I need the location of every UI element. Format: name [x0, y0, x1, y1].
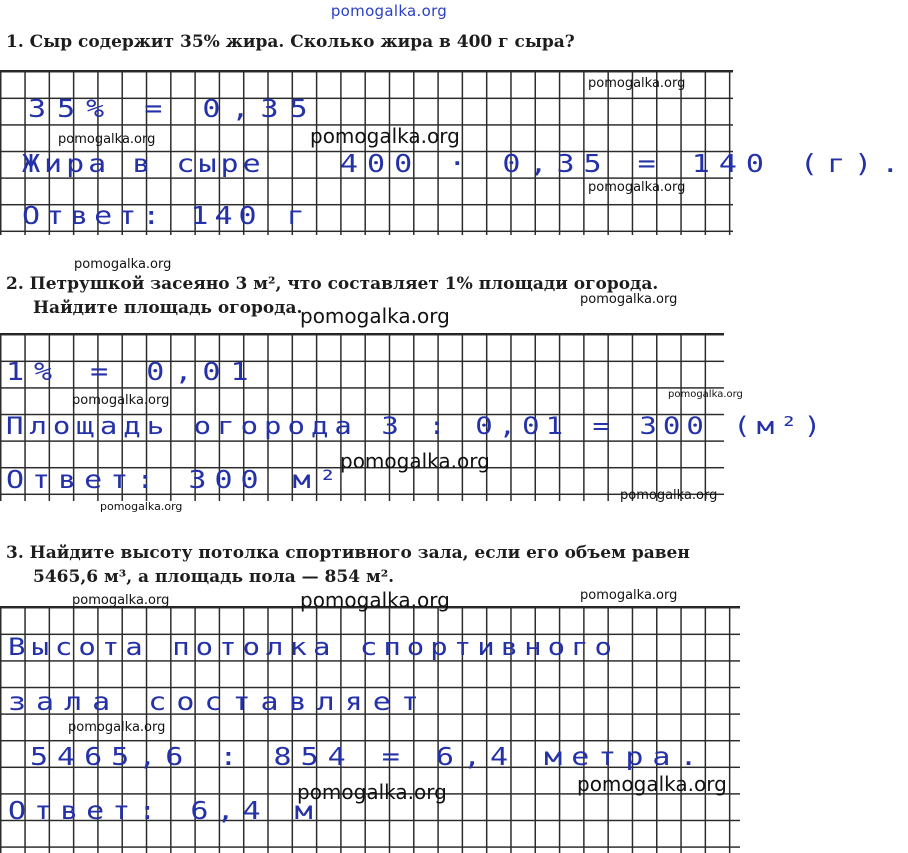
watermark: pomogalka.org: [588, 180, 686, 195]
watermark: pomogalka.org: [577, 772, 727, 796]
watermark: pomogalka.org: [100, 500, 183, 513]
watermark: pomogalka.org: [310, 124, 460, 148]
solution-2-answer: Ответ: 300 м²: [6, 466, 345, 495]
watermark: pomogalka.org: [58, 132, 156, 147]
watermark: pomogalka.org: [72, 393, 170, 408]
problem-3-text-line-2: 5465,6 м³, а площадь пола — 854 м².: [33, 567, 395, 587]
watermark: pomogalka.org: [580, 292, 678, 307]
solution-3-line-2: зала составляет: [8, 688, 429, 717]
problem-3-text-line-1: 3. Найдите высоту потолка спортивного зала, если его объем равен: [6, 543, 690, 563]
solution-1-line-1: 35% = 0,35: [28, 95, 319, 124]
solution-3-line-3: 5465,6 : 854 = 6,4 метра.: [30, 743, 707, 772]
site-header[interactable]: pomogalka.org: [330, 2, 448, 20]
watermark: pomogalka.org: [74, 257, 172, 272]
solution-1-line-3: 400 · 0,35 = 140 (г).: [340, 150, 908, 179]
solution-3-answer: Ответ: 6,4 м: [8, 797, 321, 826]
watermark: pomogalka.org: [580, 588, 678, 603]
watermark: pomogalka.org: [68, 720, 166, 735]
solution-3-line-1: Высота потолка спортивного: [8, 633, 618, 661]
problem-2-text-line-2: Найдите площадь огорода.: [33, 298, 303, 318]
watermark: pomogalka.org: [620, 488, 718, 503]
solution-1-line-2: Жира в сыре: [22, 150, 265, 179]
watermark: pomogalka.org: [72, 593, 170, 608]
problem-1-text: 1. Сыр содержит 35% жира. Сколько жира в 400 г сыра?: [6, 32, 575, 52]
watermark: pomogalka.org: [588, 76, 686, 91]
solution-2-line-2: Площадь огорода 3 : 0,01 = 300 (м²): [6, 412, 828, 440]
watermark: pomogalka.org: [300, 588, 450, 612]
problem-2-text-line-1: 2. Петрушкой засеяно 3 м², что составляет 1% площади огорода.: [6, 274, 659, 294]
watermark: pomogalka.org: [340, 449, 490, 473]
watermark: pomogalka.org: [668, 389, 743, 400]
solution-2-line-1: 1% = 0,01: [6, 358, 259, 387]
solution-1-answer: Ответ: 140 г: [22, 202, 311, 231]
watermark: pomogalka.org: [300, 304, 450, 328]
watermark: pomogalka.org: [297, 780, 447, 804]
